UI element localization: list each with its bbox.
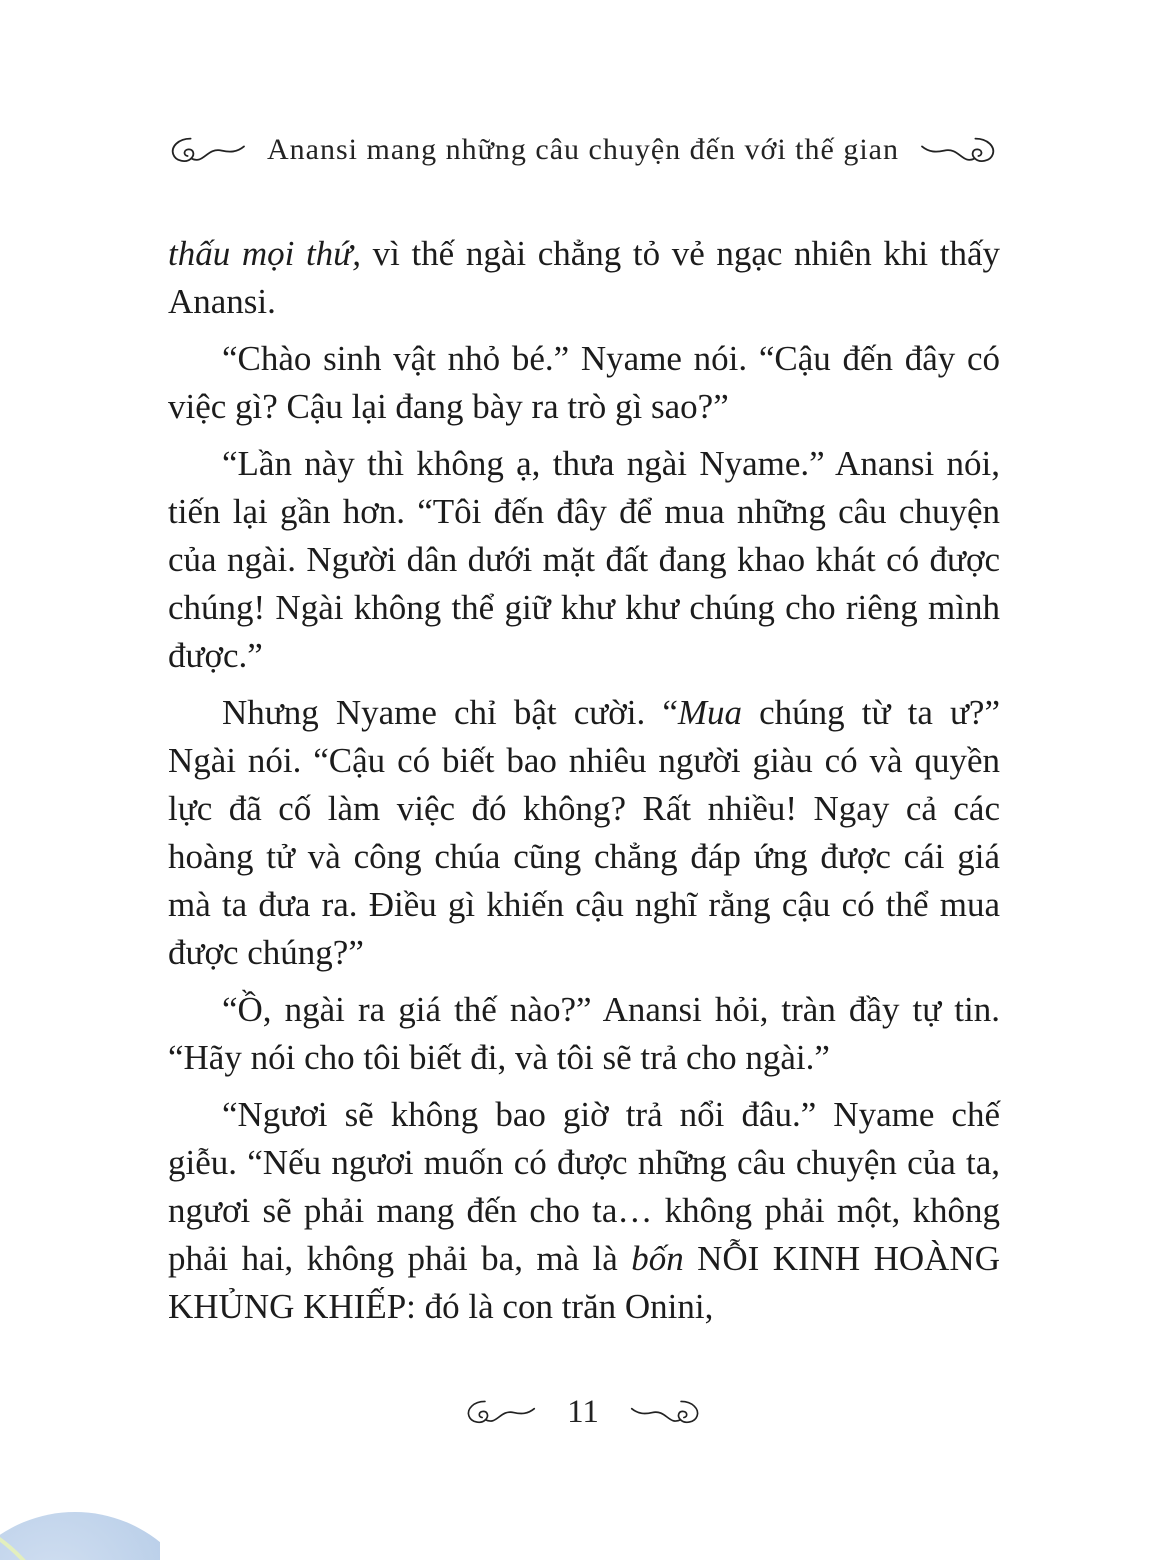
text-segment: “Chào sinh vật nhỏ bé.” Nyame nói. “Cậu đến đây có việc gì? Cậu lại đang bày ra trò gì sao?” xyxy=(168,339,1000,426)
flourish-left-icon xyxy=(465,1390,537,1434)
text-segment: bốn xyxy=(631,1239,684,1278)
running-head xyxy=(0,126,1166,174)
text-segment: NỖI KINH HOÀNG KHỦNG KHIẾP: đó là con trăn Onini, xyxy=(168,1239,1000,1326)
paragraph xyxy=(168,335,1000,431)
paragraph xyxy=(168,986,1000,1082)
page-footer xyxy=(0,1390,1166,1434)
paragraph xyxy=(168,689,1000,977)
blue-sphere-icon xyxy=(0,1512,160,1560)
flourish-right-icon xyxy=(919,126,997,174)
page-body xyxy=(168,230,1000,1340)
text-segment: “Lần này thì không ạ, thưa ngài Nyame.” Anansi nói, tiến lại gần hơn. “Tôi đến đây để mua những câu chuyện của ngài. Người dân dưới mặt đất đang khao khát có được chúng! Ngài không thể giữ khư khư chúng cho riêng mình được.” xyxy=(168,444,1000,675)
text-segment: “Ngươi sẽ không bao giờ trả nổi đâu.” Nyame chế giễu. “Nếu ngươi muốn có được những câu chuyện của ta, ngươi sẽ phải mang đến cho ta… không phải một, không phải hai, không phải ba, mà là xyxy=(168,1095,1000,1278)
paragraph xyxy=(168,230,1000,326)
text-segment: Mua xyxy=(677,693,743,732)
paragraph xyxy=(168,440,1000,680)
page-number: 11 xyxy=(567,1393,599,1430)
flourish-right-icon xyxy=(629,1390,701,1434)
text-segment: “Ồ, ngài ra giá thế nào?” Anansi hỏi, tràn đầy tự tin. “Hãy nói cho tôi biết đi, và tôi sẽ trả cho ngài.” xyxy=(168,990,1000,1077)
paragraph xyxy=(168,1091,1000,1331)
text-segment: Nhưng Nyame chỉ bật cười. “ xyxy=(222,693,678,732)
flourish-left-icon xyxy=(169,126,247,174)
text-segment: vì thế ngài chẳng tỏ vẻ ngạc nhiên khi thấy Anansi. xyxy=(168,234,1000,321)
sphere-green-arc-icon xyxy=(0,1508,70,1560)
chapter-title: Anansi mang những câu chuyện đến với thế gian xyxy=(267,133,899,166)
blue-sphere-decoration xyxy=(0,1502,160,1560)
text-segment: chúng từ ta ư?” Ngài nói. “Cậu có biết bao nhiêu người giàu có và quyền lực đã cố làm việc đó không? Rất nhiều! Ngay cả các hoàng tử và công chúa cũng chẳng đáp ứng được cái giá mà ta đưa ra. Điều gì khiến cậu nghĩ rằng cậu có thể mua được chúng?” xyxy=(168,693,1000,972)
text-segment: thấu mọi thứ, xyxy=(168,234,362,273)
